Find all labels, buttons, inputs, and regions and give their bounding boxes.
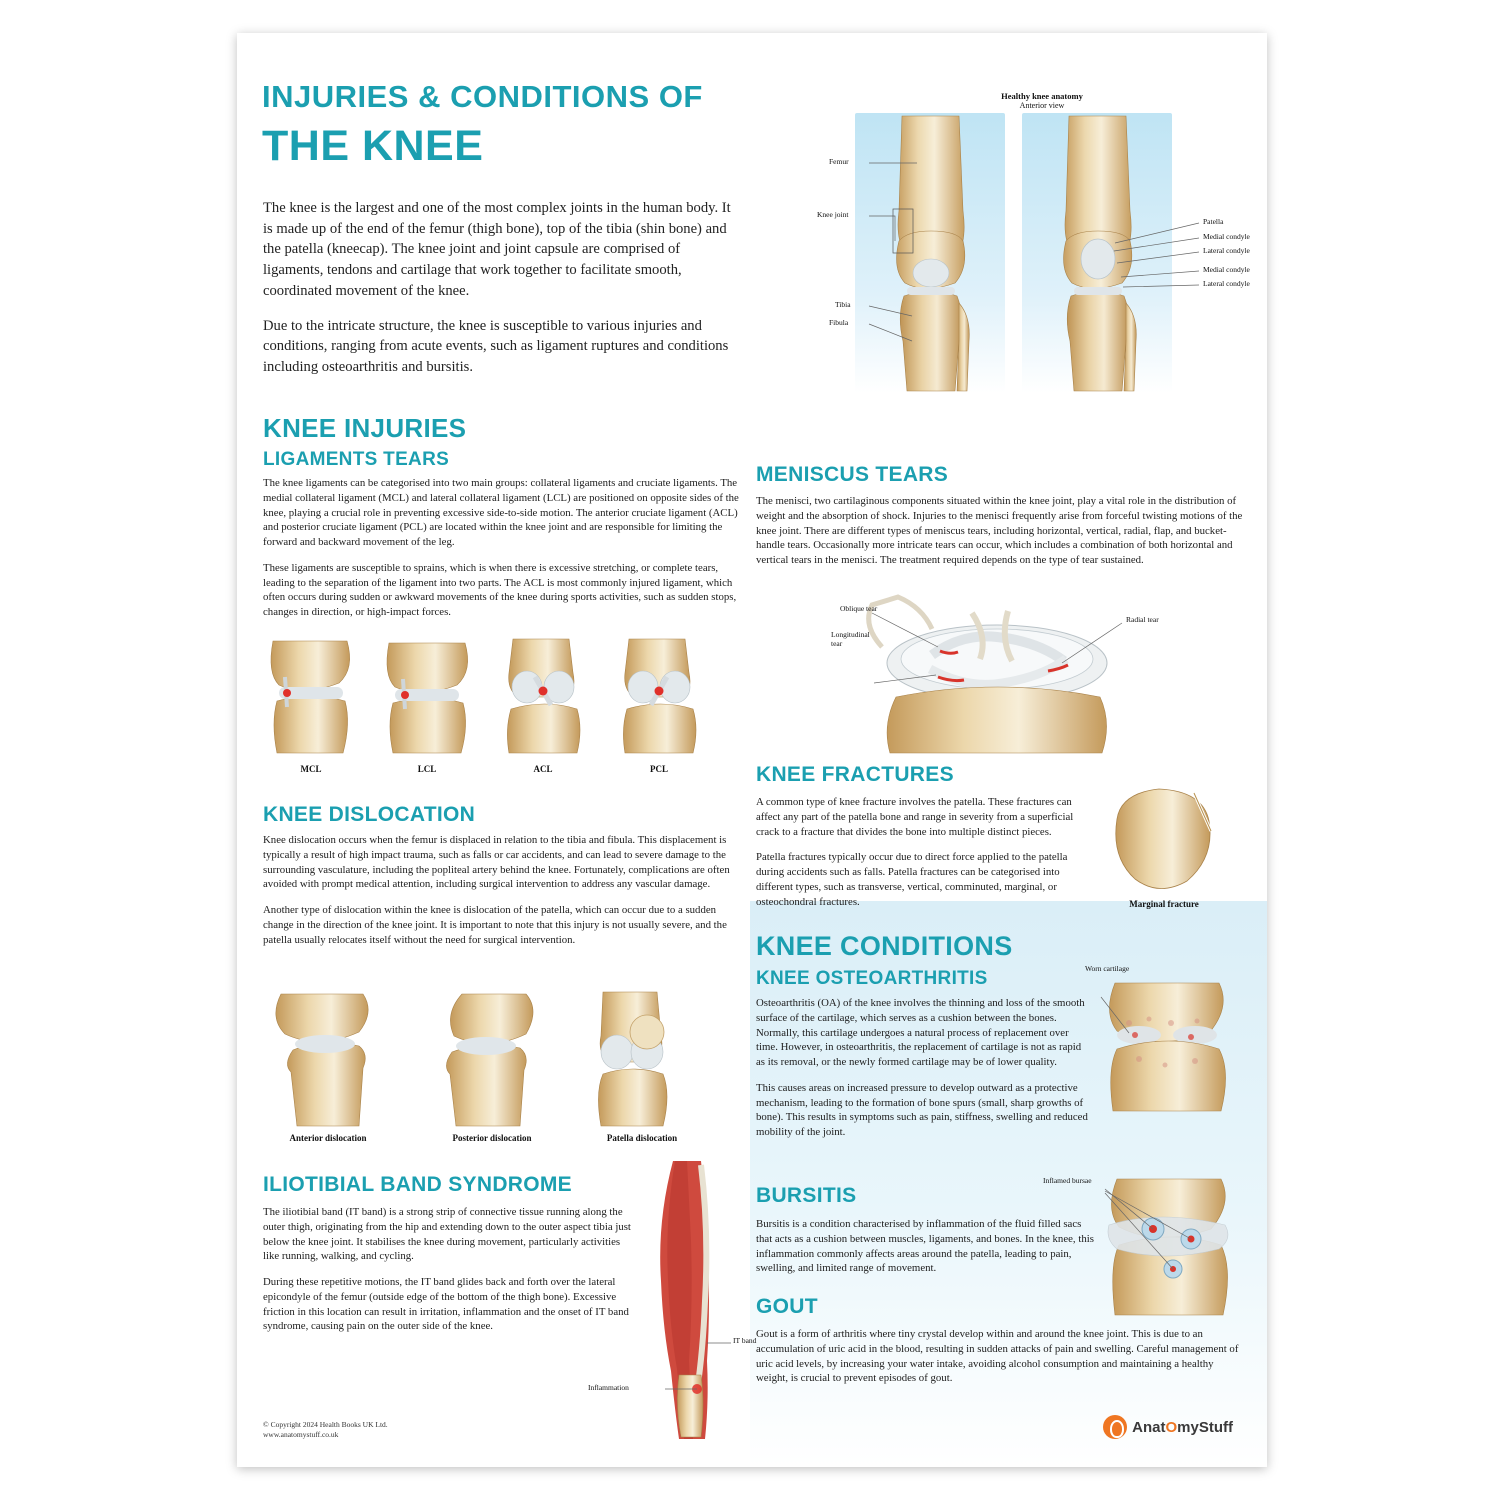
caption-lcl: LCL: [417, 764, 437, 774]
label-medial-condyle-1: Medial condyle: [1203, 232, 1250, 241]
knee-dislocation-p1: Knee dislocation occurs when the femur is displaced in relation to the tibia and fibula. This displacement is typically a result of high impact trauma, such as falls or car accidents, and can lead to severe damage to the surrounding vasculature, including the popliteal artery behind the knee. Fortunately, complications are often avoided with prompt medical attention, including surgical intervention to address any vascular damage.: [263, 834, 730, 891]
label-radial-tear: Radial tear: [1126, 615, 1159, 624]
label-medial-condyle-2: Medial condyle: [1203, 265, 1250, 274]
label-tibia: Tibia: [835, 300, 851, 309]
logo-mark-icon: [1103, 1415, 1127, 1439]
dislocation-svg: [263, 988, 728, 1128]
patella-fracture-svg: [1099, 785, 1229, 895]
heading-bursitis: BURSITIS: [756, 1184, 857, 1207]
copyright-line-2: www.anatomystuff.co.uk: [263, 1429, 339, 1439]
heading-meniscus-tears: MENISCUS TEARS: [756, 463, 949, 486]
caption-posterior-dislocation: Posterior dislocation: [452, 1133, 532, 1143]
top-figure-subtitle: Anterior view: [1019, 101, 1065, 110]
bursitis-figure: [1099, 1173, 1249, 1318]
heading-knee-injuries: KNEE INJURIES: [263, 413, 467, 443]
page-title-line2: THE KNEE: [262, 122, 484, 170]
label-knee-joint: Knee joint: [817, 210, 849, 219]
label-inflamed-bursae: Inflamed bursae: [1043, 1176, 1092, 1185]
knee-dislocation-p2: Another type of dislocation within the knee is dislocation of the patella, which can occur due to a sudden change in the direction of the knee joint. It is important to note that this injury is not usually severe, and the patella usually relocates itself without the need for surgical intervention.: [263, 904, 727, 946]
ligament-tears-text: [263, 476, 740, 631]
copyright-block: [263, 1420, 388, 1440]
logo-wordmark: [1132, 1419, 1233, 1436]
itbs-p2: During these repetitive motions, the IT band glides back and forth over the lateral epicondyle of the femur (outside edge of the bottom of the thigh bone). Excessive friction in this location can result in irritation, inflammation and the onset of IT band syndrome, causing pain on the outer side of the knee.: [263, 1276, 629, 1333]
heading-gout: GOUT: [756, 1295, 818, 1318]
label-femur: Femur: [829, 157, 849, 166]
itbs-p1: The iliotibial band (IT band) is a strong strip of connective tissue running along the outer thigh, originating from the hip and extending down to the outer aspect tibia just below the knee joint. It stabilises the knee during movement, particularly activities like running, walking, and cycling.: [263, 1206, 631, 1263]
gout-text: [756, 1327, 1246, 1397]
osteoarthritis-p2: This causes areas on increased pressure to develop outward as a protective mechanism, leading to the formation of bone spurs (small, sharp growths of bone). This results in symptoms such as pain, stiffness, swelling and reduced mobility of the joint.: [756, 1081, 1088, 1139]
meniscus-tears-text: [756, 494, 1246, 579]
logo-text-o: O: [1165, 1418, 1178, 1436]
bursitis-svg: [1099, 1173, 1249, 1318]
poster-page: [237, 33, 1267, 1467]
knee-fractures-p2: Patella fractures typically occur due to direct force applied to the patella during accidents such as falls. Patella fractures can be categorised into different types, such as transverse, vertical, comminuted, marginal, or osteochondral fractures.: [756, 851, 1068, 908]
caption-mcl: MCL: [300, 764, 322, 774]
itbs-figure: [635, 1161, 745, 1441]
knee-dislocation-text: [263, 833, 740, 958]
label-lateral-condyle-2: Lateral condyle: [1203, 279, 1250, 288]
gout-p1: Gout is a form of arthritis where tiny crystal develop within and around the knee joint. This is due to an accumulation of uric acid in the blood, resulting in sudden attacks of pain and swelling. Careful management of uric acid levels, by increasing your water intake, avoiding alcohol consumption and maintaining a healthy weight, is crucial to prevent episodes of gout.: [756, 1328, 1239, 1385]
anatomystuff-logo: [1103, 1415, 1233, 1439]
label-oblique-tear: Oblique tear: [840, 604, 878, 613]
label-longitudinal-tear: Longitudinal tear: [831, 630, 870, 649]
intro-paragraph-2: Due to the intricate structure, the knee is susceptible to various injuries and conditions, ranging from acute events, such as ligament ruptures and conditions including osteoarthritis and bursitis.: [263, 317, 729, 376]
ligament-tears-figures: [263, 633, 743, 758]
osteoarthritis-text: [756, 996, 1091, 1151]
caption-patella-dislocation: Patella dislocation: [606, 1133, 678, 1143]
osteoarthritis-p1: Osteoarthritis (OA) of the knee involves the thinning and loss of the smooth surface of the cartilage, which serves as a cushion between the bones. Normally, this cartilage undergoes a natural process of replacement over time. However, in osteoarthritis, the replacement of cartilage is not as rapid as its removal, or the newly formed cartilage may be of lower quality.: [756, 997, 1085, 1069]
itbs-text: [263, 1205, 633, 1345]
label-patella: Patella: [1203, 217, 1224, 226]
ligament-tears-p1: The knee ligaments can be categorised into two main groups: collateral ligaments and cruciate ligaments. The medial collateral ligament (MCL) and lateral collateral ligament (LCL) are positioned on opposite sides of the knee, playing a crucial role in preventing excessive side-to-side motion. The anterior cruciate ligament (ACL) and posterior cruciate ligament (PCL) are located within the knee joint and are responsible for limiting the forward and backward movement of the leg.: [263, 477, 739, 549]
bursitis-text: [756, 1217, 1096, 1287]
label-fibula: Fibula: [829, 318, 849, 327]
heading-knee-fractures: KNEE FRACTURES: [756, 763, 954, 786]
heading-knee-dislocation: KNEE DISLOCATION: [263, 803, 476, 826]
caption-anterior-dislocation: Anterior dislocation: [289, 1133, 367, 1143]
page-title-line1: INJURIES & CONDITIONS OF: [262, 79, 703, 114]
patella-fracture-figure: [1099, 785, 1229, 895]
bursitis-p1: Bursitis is a condition characterised by inflammation of the fluid filled sacs that acts as a cushion between muscles, ligaments, and bones. In the knee, this inflammation commonly affects areas around the patella, leading to pain, swelling, and limited range of movement.: [756, 1218, 1094, 1275]
knee-fractures-text: [756, 795, 1089, 920]
copyright-line-1: © Copyright 2024 Health Books UK Ltd.: [263, 1419, 388, 1429]
knee-bones-svg: [807, 91, 1262, 396]
heading-knee-osteoarthritis: KNEE OSTEOARTHRITIS: [756, 968, 988, 989]
caption-acl: ACL: [533, 764, 553, 774]
intro-paragraph-1: The knee is the largest and one of the most complex joints in the human body. It is made up of the end of the femur (thigh bone), top of the tibia (shin bone) and the patella (kneecap). The knee joint and joint capsule are comprised of ligaments, tendons and cartilage that work together to facilitate smooth, coordinated movement of the knee.: [263, 200, 731, 299]
logo-text-post: myStuff: [1177, 1418, 1233, 1436]
ligament-tears-p2: These ligaments are susceptible to sprains, which is when there is excessive stretching, or complete tears, leading to the separation of the ligament into two parts. The ACL is most commonly injured ligament, which often occurs during sudden or awkward movements of the knee during sports activities, such as sudden stops, changes in direction, or high-impact forces.: [263, 561, 737, 619]
osteoarthritis-figure: [1099, 973, 1249, 1113]
heading-knee-conditions: KNEE CONDITIONS: [756, 931, 1013, 961]
heading-iliotibial-band-syndrome: ILIOTIBIAL BAND SYNDROME: [263, 1173, 572, 1196]
label-lateral-condyle-1: Lateral condyle: [1203, 246, 1250, 255]
ligament-tears-svg: [263, 633, 743, 758]
itbs-svg: [635, 1161, 745, 1441]
caption-pcl: PCL: [650, 764, 668, 774]
osteoarthritis-svg: [1099, 973, 1249, 1113]
intro-text: [263, 198, 733, 392]
label-inflammation: Inflammation: [588, 1383, 629, 1392]
dislocation-figures: [263, 988, 728, 1128]
caption-marginal-fracture: Marginal fracture: [1129, 899, 1199, 909]
top-figure-title: Healthy knee anatomy: [1001, 91, 1083, 101]
knee-fractures-p1: A common type of knee fracture involves the patella. These fractures can affect any part of the patella bone and range in severity from a superficial crack to a fracture that divides the bone into multiple distinct pieces.: [756, 796, 1074, 838]
meniscus-tears-p1: The menisci, two cartilaginous components situated within the knee joint, play a vital role in the distribution of weight and the absorption of shock. Injuries to the menisci frequently arise from forceful twisting motions of the knee joint. There are different types of meniscus tears, including horizontal, vertical, radial, flap, and bucket-handle tears. Occasionally more intricate tears can occur, which includes a combination of both horizontal and vertical tears in the menisci. The treatment required depends on the type of tear sustained.: [756, 495, 1243, 567]
label-it-band: IT band: [733, 1336, 757, 1345]
label-worn-cartilage: Worn cartilage: [1085, 964, 1130, 973]
heading-ligament-tears: LIGAMENTS TEARS: [263, 449, 450, 470]
logo-text-pre: Anat: [1132, 1418, 1166, 1436]
healthy-knee-anatomy-figure: [807, 91, 1262, 396]
